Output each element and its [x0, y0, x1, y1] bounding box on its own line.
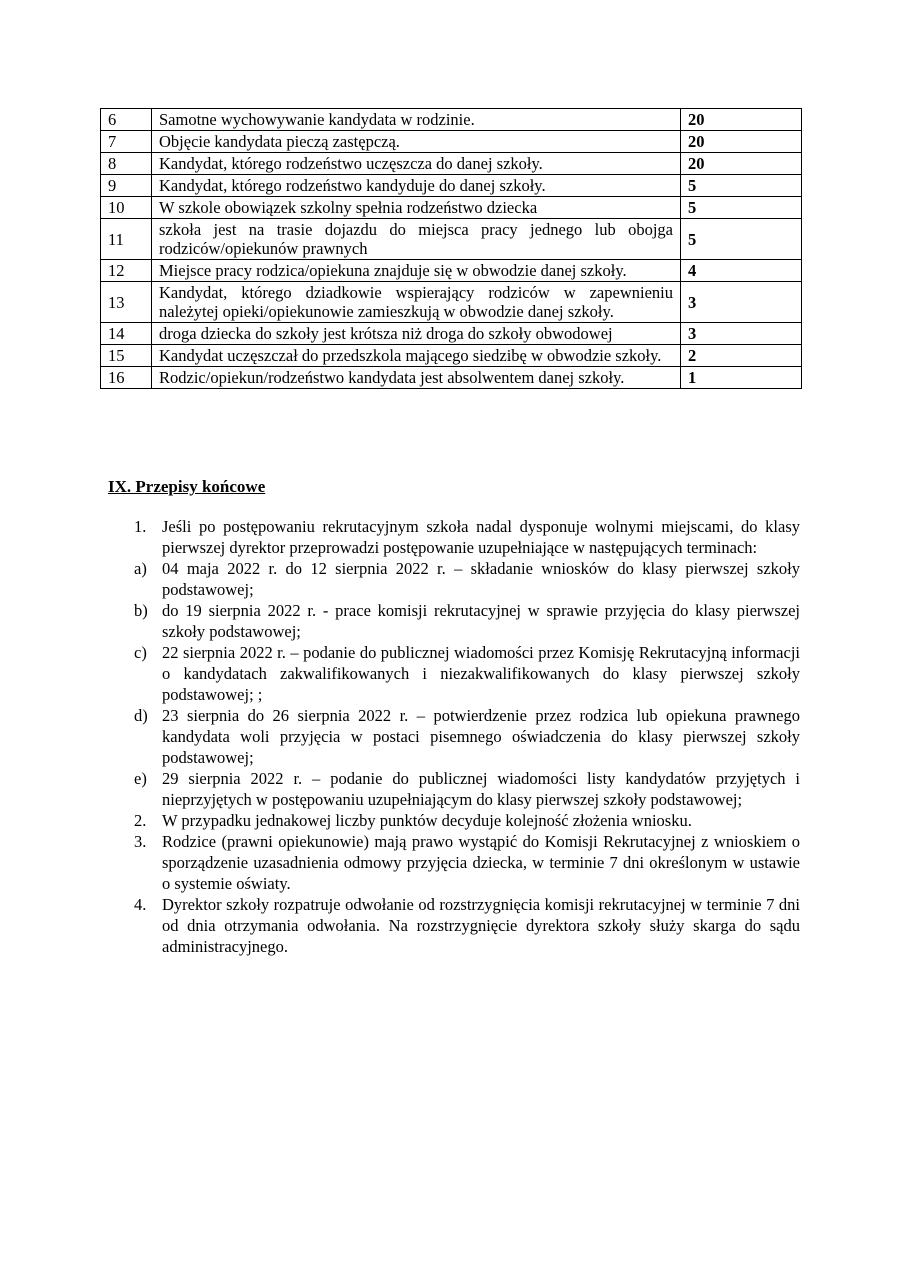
list-marker: 4.	[134, 895, 147, 914]
table-row	[101, 197, 802, 219]
row-criterion: Kandydat, którego rodzeństwo kandyduje do danej szkoły.	[152, 175, 681, 197]
list-item-text: 04 maja 2022 r. do 12 sierpnia 2022 r. – składanie wniosków do klasy pierwszej szkoły podstawowej;	[162, 559, 800, 599]
list-item-text: Jeśli po postępowaniu rekrutacyjnym szkoła nadal dysponuje wolnymi miejscami, do klasy pierwszej dyrektor przeprowadzi postępowanie uzupełniające w następujących terminach:	[162, 517, 800, 557]
row-number: 13	[101, 282, 152, 323]
row-number: 9	[101, 175, 152, 197]
row-criterion: Kandydat uczęszczał do przedszkola mającego siedzibę w obwodzie szkoły.	[152, 345, 681, 367]
list-item	[130, 558, 800, 600]
list-marker: e)	[134, 769, 147, 788]
list-item	[130, 894, 800, 957]
row-points: 5	[681, 219, 802, 260]
table-row	[101, 109, 802, 131]
row-points: 3	[681, 282, 802, 323]
table-row	[101, 219, 802, 260]
list-marker: a)	[134, 559, 147, 578]
table-row	[101, 282, 802, 323]
list-item	[130, 600, 800, 642]
table-row	[101, 153, 802, 175]
list-marker: c)	[134, 643, 147, 662]
row-number: 11	[101, 219, 152, 260]
table-row	[101, 131, 802, 153]
row-number: 8	[101, 153, 152, 175]
row-criterion: Kandydat, którego rodzeństwo uczęszcza do danej szkoły.	[152, 153, 681, 175]
row-points: 4	[681, 260, 802, 282]
row-number: 16	[101, 367, 152, 389]
row-number: 7	[101, 131, 152, 153]
table-row	[101, 260, 802, 282]
row-criterion: W szkole obowiązek szkolny spełnia rodzeństwo dziecka	[152, 197, 681, 219]
list-item	[130, 516, 800, 558]
row-criterion: szkoła jest na trasie dojazdu do miejsca pracy jednego lub obojga rodziców/opiekunów prawnych	[152, 219, 681, 260]
row-points: 1	[681, 367, 802, 389]
list-item-text: 29 sierpnia 2022 r. – podanie do publicznej wiadomości listy kandydatów przyjętych i nieprzyjętych w postępowaniu uzupełniającym do klasy pierwszej szkoły podstawowej;	[162, 769, 800, 809]
row-criterion: Objęcie kandydata pieczą zastępczą.	[152, 131, 681, 153]
row-criterion: droga dziecka do szkoły jest krótsza niż droga do szkoły obwodowej	[152, 323, 681, 345]
row-points: 20	[681, 131, 802, 153]
row-number: 6	[101, 109, 152, 131]
list-item	[130, 831, 800, 894]
row-number: 15	[101, 345, 152, 367]
row-number: 10	[101, 197, 152, 219]
row-points: 2	[681, 345, 802, 367]
table-row	[101, 345, 802, 367]
list-item-text: Rodzice (prawni opiekunowie) mają prawo wystąpić do Komisji Rekrutacyjnej z wnioskiem o sporządzenie uzasadnienia odmowy przyjęcia dziecka, w terminie 7 dni określonym w ustawie o systemie oświaty.	[162, 832, 800, 893]
list-item-text: 22 sierpnia 2022 r. – podanie do publicznej wiadomości przez Komisję Rekrutacyjną informacji o kandydatach zakwalifikowanych i niezakwalifikowanych do klasy pierwszej szkoły podstawowej; ;	[162, 643, 800, 704]
list-marker: 2.	[134, 811, 147, 830]
row-points: 20	[681, 153, 802, 175]
table-row	[101, 175, 802, 197]
row-number: 14	[101, 323, 152, 345]
criteria-table	[100, 108, 802, 389]
row-points: 20	[681, 109, 802, 131]
final-provisions-list	[130, 516, 800, 957]
row-points: 3	[681, 323, 802, 345]
table-row	[101, 323, 802, 345]
list-item	[130, 705, 800, 768]
list-item-text: W przypadku jednakowej liczby punktów decyduje kolejność złożenia wniosku.	[162, 811, 692, 830]
list-marker: 1.	[134, 517, 147, 536]
list-item	[130, 768, 800, 810]
list-item-text: 23 sierpnia do 26 sierpnia 2022 r. – potwierdzenie przez rodzica lub opiekuna prawnego kandydata woli przyjęcia w postaci pisemnego oświadczenia do klasy pierwszej szkoły podstawowej;	[162, 706, 800, 767]
row-points: 5	[681, 197, 802, 219]
list-item-text: Dyrektor szkoły rozpatruje odwołanie od rozstrzygnięcia komisji rekrutacyjnej w terminie 7 dni od dnia otrzymania odwołania. Na rozstrzygnięcie dyrektora szkoły służy skarga do sądu administracyjnego.	[162, 895, 800, 956]
list-item-text: do 19 sierpnia 2022 r. - prace komisji rekrutacyjnej w sprawie przyjęcia do klasy pierwszej szkoły podstawowej;	[162, 601, 800, 641]
row-criterion: Rodzic/opiekun/rodzeństwo kandydata jest absolwentem danej szkoły.	[152, 367, 681, 389]
row-criterion: Samotne wychowywanie kandydata w rodzinie.	[152, 109, 681, 131]
criteria-table-body	[101, 109, 802, 389]
list-item	[130, 810, 800, 831]
list-marker: 3.	[134, 832, 147, 851]
section-heading: IX. Przepisy końcowe	[108, 477, 266, 496]
list-marker: b)	[134, 601, 148, 620]
row-number: 12	[101, 260, 152, 282]
row-criterion: Miejsce pracy rodzica/opiekuna znajduje się w obwodzie danej szkoły.	[152, 260, 681, 282]
list-marker: d)	[134, 706, 148, 725]
list-item	[130, 642, 800, 705]
table-row	[101, 367, 802, 389]
row-points: 5	[681, 175, 802, 197]
row-criterion: Kandydat, którego dziadkowie wspierający rodziców w zapewnieniu należytej opieki/opiekunowie zamieszkują w obwodzie danej szkoły.	[152, 282, 681, 323]
